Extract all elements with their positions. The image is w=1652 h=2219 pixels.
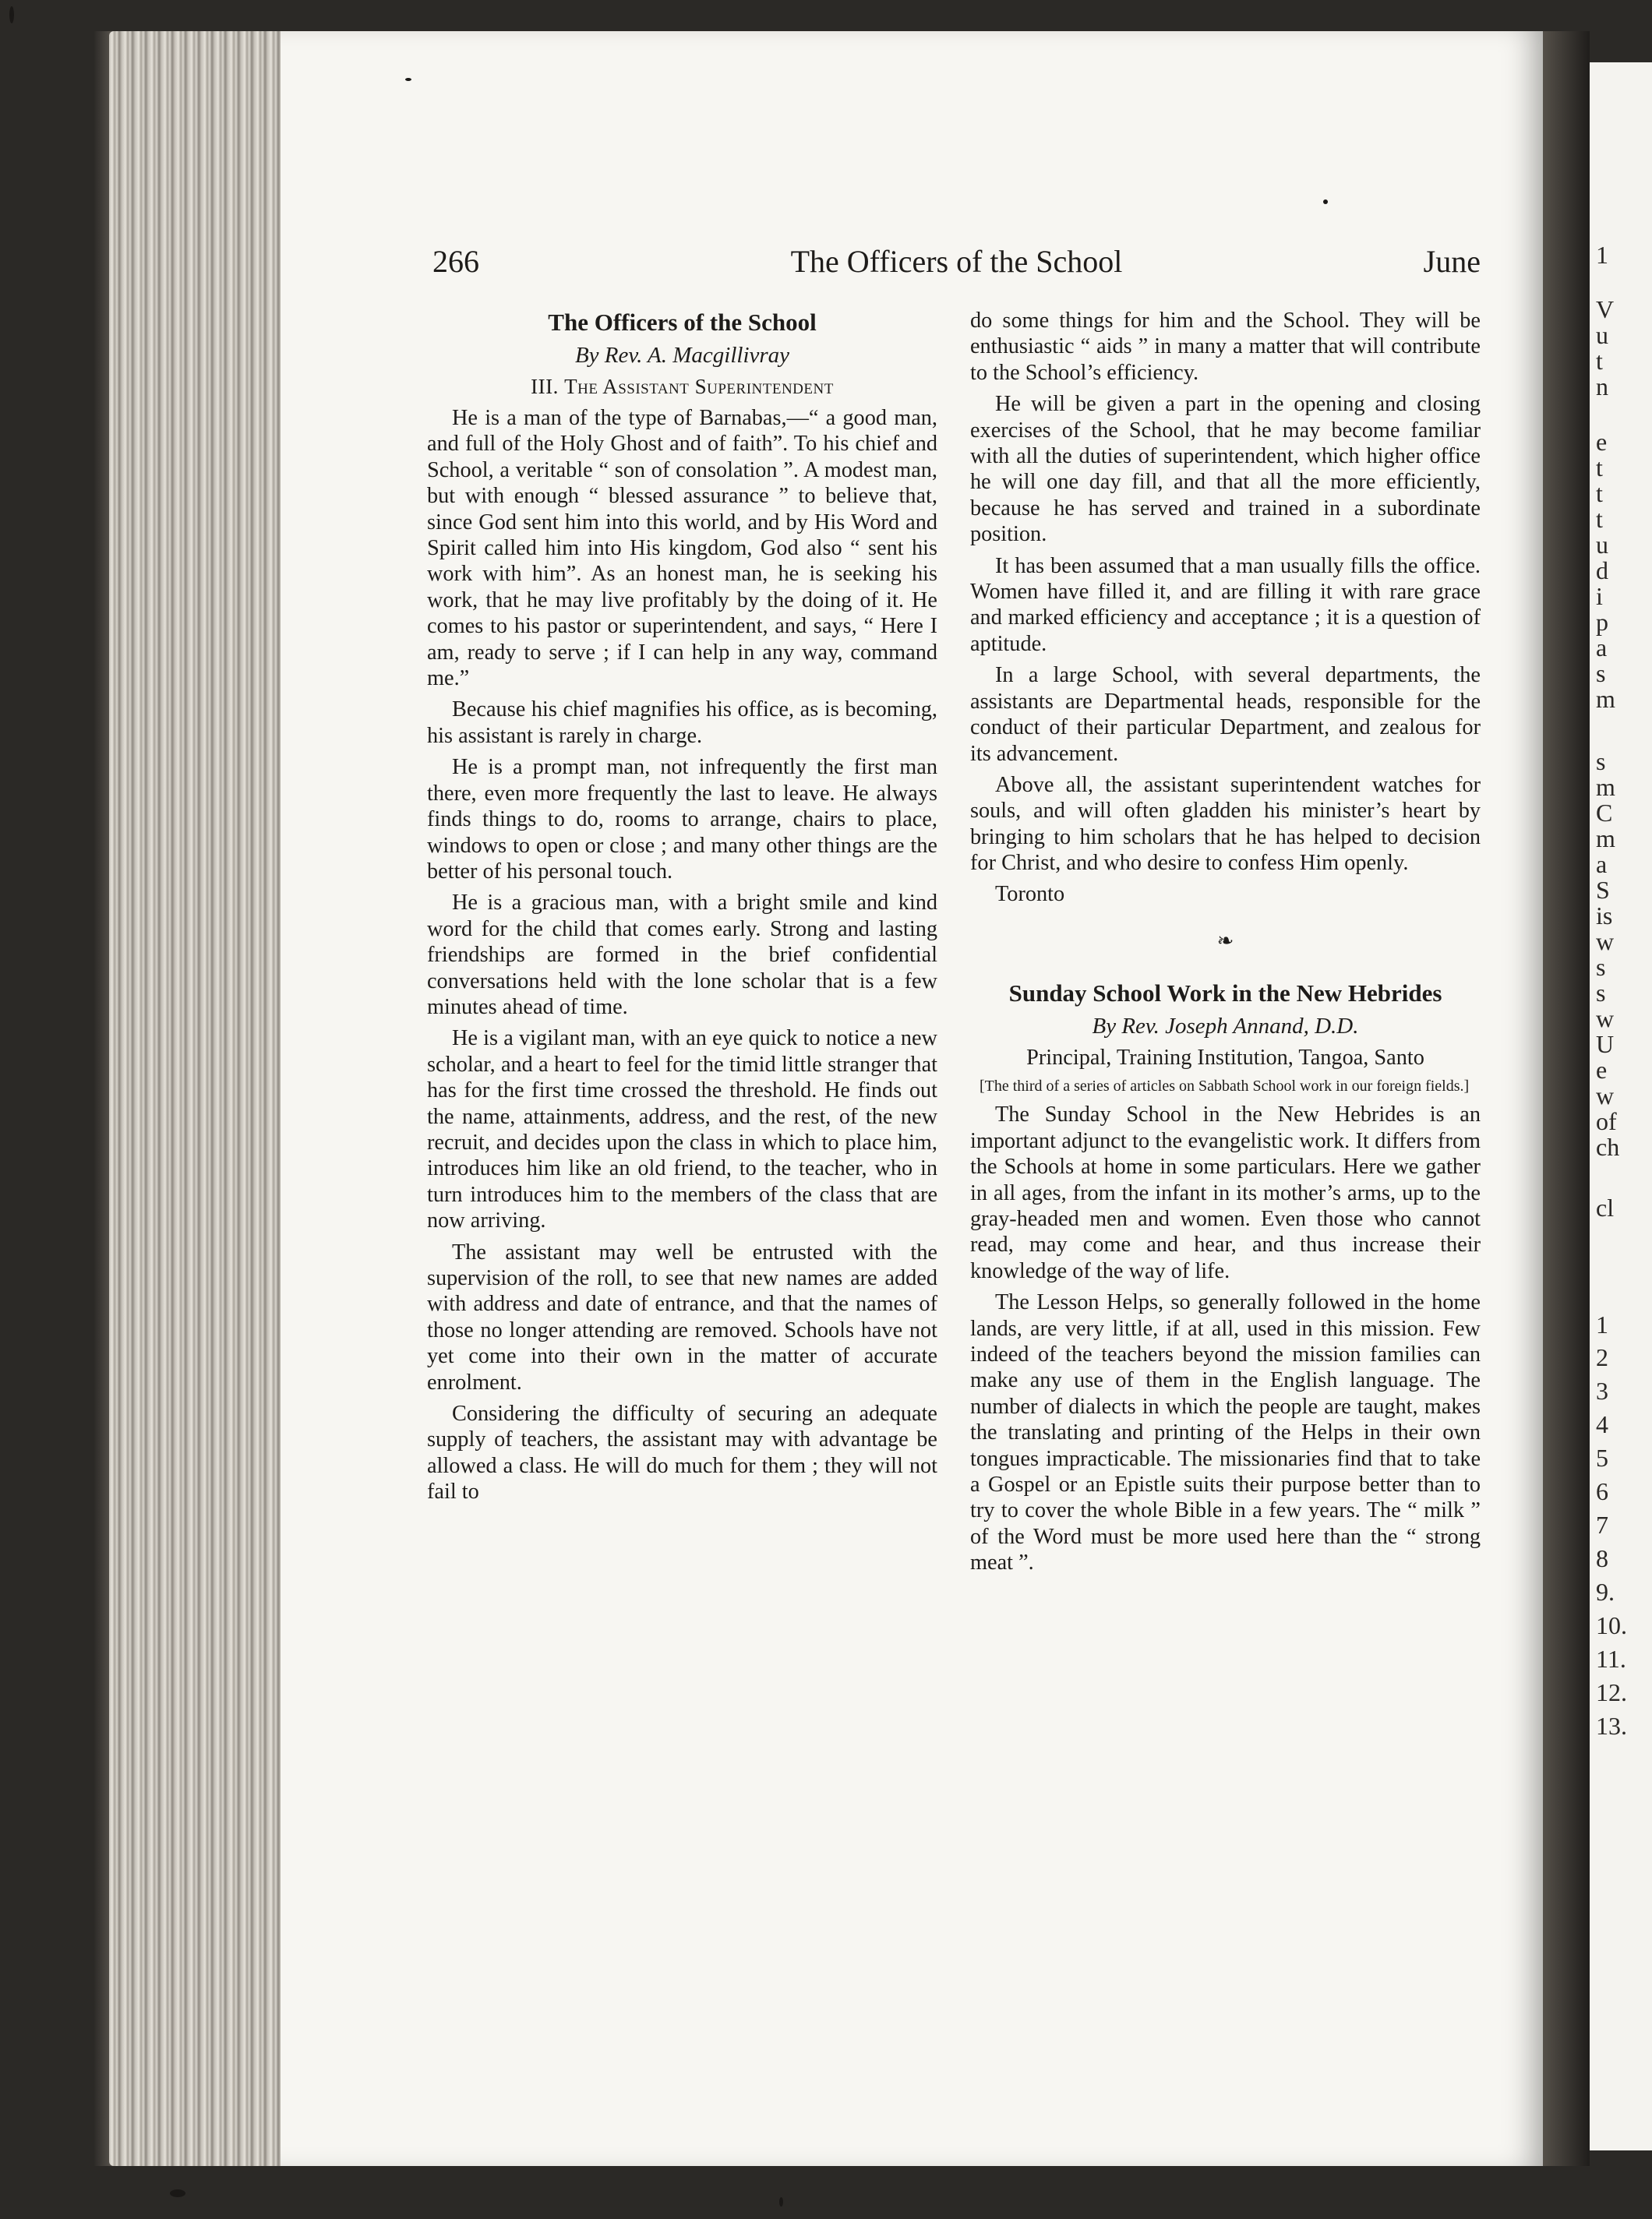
- facing-fragment: s: [1596, 979, 1606, 1007]
- facing-fragment: s: [1596, 953, 1606, 981]
- facing-fragment: n: [1596, 372, 1608, 400]
- paragraph: Considering the difficulty of securing an adequate supply of teachers, the assistant may with advantage be allowed a class. He will do much for them ; they will not fail to: [427, 1402, 937, 1505]
- facing-fragment: t: [1596, 479, 1603, 507]
- facing-fragment: d: [1596, 556, 1608, 584]
- facing-fragment: u: [1596, 531, 1608, 559]
- facing-fragment: 5: [1596, 1444, 1608, 1472]
- facing-fragment: m: [1596, 685, 1615, 713]
- left-column: [427, 308, 937, 1505]
- facing-fragment: t: [1596, 505, 1603, 533]
- facing-fragment: s: [1596, 659, 1606, 687]
- facing-fragment: C: [1596, 799, 1613, 827]
- paragraph: The Lesson Helps, so generally followed in the home lands, are very little, if at all, used in this mission. Few indeed of the teachers beyond the mission families can make any use of them in the English language. The number of dialects in which the people are taught, makes the translating and printing of the Helps in their own tongues impracticable. The missionaries find that to take a Gospel or an Epistle suits their purpose better than to try to cover the whole Bible in a few years. The “ milk ” of the Word must be more used here than the “ strong meat ”.: [970, 1290, 1481, 1575]
- facing-fragment: 2: [1596, 1343, 1608, 1371]
- facing-fragment: w: [1596, 927, 1615, 955]
- paragraph: It has been assumed that a man usually fills the office. Women have filled it, and are filling it with rare grace and marked efficiency and acceptance ; it is a question of aptitude.: [970, 553, 1481, 656]
- facing-fragment: p: [1596, 608, 1608, 636]
- facing-fragment: 10.: [1596, 1611, 1627, 1639]
- facing-fragment: a: [1596, 633, 1608, 661]
- section-numeral: III.: [531, 375, 559, 398]
- article-title: The Officers of the School: [548, 309, 817, 336]
- facing-fragment: is: [1596, 901, 1613, 930]
- facing-fragment: 6: [1596, 1477, 1608, 1505]
- facing-fragment: t: [1596, 347, 1603, 375]
- facing-fragment: 7: [1596, 1511, 1608, 1539]
- section-heading: [427, 374, 937, 400]
- paragraph: The assistant may well be entrusted with the supervision of the roll, to see that new names are added with address and date of entrance, and that the names of those no longer attending are removed. Schools have not yet come into their own in the matter of accurate enrolment.: [427, 1240, 937, 1395]
- facing-fragment: 3: [1596, 1377, 1608, 1405]
- facing-fragment: m: [1596, 773, 1615, 801]
- paragraph: In a large School, with several departments, the assistants are Departmental heads, responsible for the conduct of their particular Department, and zealous for its advancement.: [970, 663, 1481, 766]
- facing-fragment: w: [1596, 1004, 1615, 1032]
- facing-fragment: 8: [1596, 1544, 1608, 1572]
- facing-fragment: 9.: [1596, 1578, 1615, 1606]
- editorial-note: [The third of a series of articles on Sabbath School work in our foreign fields.]: [980, 1078, 1470, 1095]
- article-byline: By Rev. A. Macgillivray: [574, 343, 790, 368]
- paragraph: He is a prompt man, not infrequently the first man there, even more frequently the last to leave. He always finds things to do, rooms to arrange, chairs to place, windows to open or close ; and many other things are the better of his personal touch.: [427, 755, 937, 884]
- paragraph: He is a man of the type of Barnabas,—“ a good man, and full of the Holy Ghost and of faith”. To his chief and School, a veritable “ son of consolation ”. A modest man, but with enough “ blessed assurance ” to believe that, since God sent him into this world, and by His Word and Spirit called him into His kingdom, God also “ sent his work with him”. As an honest man, he is seeking his work, that he may live profitably by the doing of it. He comes to his pastor or superintendent, and says, “ Here I am, ready to serve ; if I can help in any way, command me.”: [427, 406, 937, 691]
- facing-fragment: cl: [1596, 1194, 1615, 1222]
- facing-fragment: 1: [1596, 241, 1608, 269]
- paragraph: The Sunday School in the New Hebrides is an important adjunct to the evangelistic work. It differs from the Schools at home in some particulars. Here we gather in all ages, from the infant in its mother’s arms, up to the gray-headed men and women. Even those who cannot read, may come and hear, and thus increase their knowledge of the way of life.: [970, 1102, 1481, 1283]
- author-affiliation: Principal, Training Institution, Tangoa, Santo: [1026, 1045, 1424, 1070]
- section-title: The Assistant Superintendent: [564, 375, 834, 398]
- facing-fragment: m: [1596, 824, 1615, 852]
- running-month: June: [1423, 244, 1481, 279]
- paragraph: He will be given a part in the opening and closing exercises of the School, that he may become familiar with all the duties of superintendent, which higher office he will one day fill, and that all the more efficiently, because he has served and trained in a subordinate position.: [970, 392, 1481, 547]
- facing-fragment: e: [1596, 428, 1608, 456]
- facing-fragment: 12.: [1596, 1678, 1627, 1706]
- page-edge-stack: [109, 31, 288, 2166]
- paragraph-continued: do some things for him and the School. They will be enthusiastic “ aids ” in many a matter that will contribute to the School’s efficiency.: [970, 309, 1481, 385]
- facing-fragment: 11.: [1596, 1645, 1626, 1673]
- facing-fragment: a: [1596, 850, 1608, 878]
- facing-fragment: S: [1596, 876, 1610, 904]
- running-title: The Officers of the School: [790, 244, 1123, 279]
- paragraph: He is a vigilant man, with an eye quick to notice a new scholar, and a heart to feel for the timid little stranger that has for the first time crossed the threshold. He finds out the name, attainments, address, and the rest, of the new recruit, and decides upon the class in which to place him, introduces him like an old friend, to the teacher, who in turn introduces him to the members of the class that are now arriving.: [427, 1026, 937, 1233]
- paragraph: Above all, the assistant superintendent watches for souls, and will often gladden his minister’s heart by bringing to him scholars that he has helped to decision for Christ, and who desire to confess Him openly.: [970, 772, 1481, 876]
- facing-fragment: t: [1596, 453, 1603, 482]
- facing-fragment: ch: [1596, 1133, 1620, 1161]
- facing-fragment: w: [1596, 1081, 1615, 1110]
- facing-fragment: 4: [1596, 1410, 1608, 1438]
- facing-page-fragment: [1590, 62, 1652, 2150]
- fleuron-ornament-icon: ❧: [1216, 929, 1234, 952]
- facing-fragment: 1: [1596, 1311, 1608, 1339]
- paragraph: Because his chief magnifies his office, as is becoming, his assistant is rarely in charge.: [427, 697, 937, 748]
- article-byline: By Rev. Joseph Annand, D.D.: [1092, 1013, 1359, 1039]
- facing-fragment: U: [1596, 1030, 1615, 1058]
- right-column: [970, 308, 1481, 1576]
- facing-fragment: of: [1596, 1107, 1617, 1135]
- facing-fragment: u: [1596, 321, 1608, 349]
- facing-fragment: s: [1596, 747, 1606, 775]
- facing-fragment: i: [1596, 582, 1603, 610]
- article-title: Sunday School Work in the New Hebrides: [1008, 979, 1442, 1007]
- book-gutter: [1543, 31, 1590, 2166]
- article-place: Toronto: [995, 881, 1065, 906]
- running-head: [432, 243, 1481, 287]
- facing-fragment: e: [1596, 1056, 1608, 1084]
- paragraph: He is a gracious man, with a bright smile and kind word for the child that comes early. Strong and lasting friendships are formed in the brief confidential conversations held with the lone scholar that is a few minutes ahead of time.: [427, 891, 937, 1019]
- facing-fragment: 13.: [1596, 1712, 1627, 1740]
- page-number: 266: [432, 244, 479, 279]
- facing-fragment: V: [1596, 295, 1615, 323]
